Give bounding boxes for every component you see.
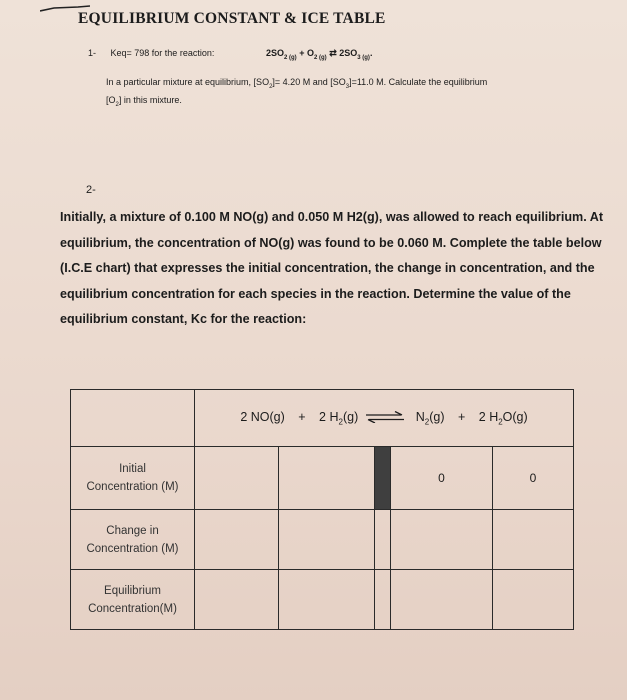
- cell-change-divider: [375, 510, 391, 570]
- row-label-equilibrium: Equilibrium Concentration(M): [71, 570, 195, 630]
- species-h2: 2 $H_2(g)$: [319, 409, 359, 427]
- question-1-header: [88, 48, 373, 61]
- cell-change-h2o[interactable]: [493, 510, 574, 570]
- reaction-1: $2SO_{2 (g)} + O_{2 (g)}$ ⇄ $2SO_{3 (g)}$.: [266, 48, 373, 61]
- cell-initial-h2o[interactable]: 0: [493, 447, 574, 510]
- cell-equilibrium-divider: [375, 570, 391, 630]
- species-n2: $N_2(g)$: [415, 409, 445, 427]
- question-1-line-2: $[O_2]$ in this mixture.: [106, 94, 182, 108]
- ice-row-equilibrium: [71, 570, 574, 630]
- equilibrium-arrow-icon: [365, 411, 405, 423]
- cell-initial-n2[interactable]: 0: [391, 447, 493, 510]
- cell-equilibrium-n2[interactable]: [391, 570, 493, 630]
- question-1-line-1: In a particular mixture at equilibrium, $[SO_2]= 4.20$ M and $[SO_3]=11.0$ M. Calculate the equilibrium: [106, 77, 488, 90]
- cell-change-h2[interactable]: [279, 510, 375, 570]
- row-label-initial: Initial Concentration (M): [71, 447, 195, 510]
- ice-row-initial: [71, 447, 574, 510]
- cell-equilibrium-no[interactable]: [195, 570, 279, 630]
- question-2-text: Initially, a mixture of 0.100 M NO(g) and 0.050 M H2(g), was allowed to reach equilibrium. At equilibrium, the concentration of NO(g) was found to be 0.060 M. Complete the table below (I.C.E chart) that expresses the initial concentration, the change in concentration, and the equilibrium concentration for each species in the reaction. Determine the value of the equilibrium constant, Kc for the reaction:: [60, 210, 604, 326]
- cell-change-no[interactable]: [195, 510, 279, 570]
- page-title: EQUILIBRIUM CONSTANT & ICE TABLE: [78, 10, 386, 27]
- ice-table: [70, 389, 574, 630]
- cell-change-n2[interactable]: [391, 510, 493, 570]
- header-blank-cell: [71, 390, 195, 447]
- ice-table-header-row: [71, 390, 574, 447]
- cell-initial-h2[interactable]: [279, 447, 375, 510]
- cell-equilibrium-h2o[interactable]: [493, 570, 574, 630]
- cell-initial-no[interactable]: [195, 447, 279, 510]
- question-2-number: 2-: [86, 184, 96, 196]
- row-label-change: Change in Concentration (M): [71, 510, 195, 570]
- species-h2o: 2 $H_2O(g)$: [478, 409, 528, 427]
- species-no: 2 NO(g): [240, 409, 285, 424]
- arrow-column-divider: [375, 447, 391, 510]
- ice-row-change: [71, 510, 574, 570]
- reaction-equation: 2 NO(g) + 2 $H_2(g) N_2(g) + 2$ $H_2O(g)$: [195, 390, 574, 447]
- keq-text: Keq= 798 for the reaction:: [110, 48, 215, 58]
- question-1-number: 1-: [88, 48, 97, 58]
- cell-equilibrium-h2[interactable]: [279, 570, 375, 630]
- question-1-body: [106, 76, 586, 112]
